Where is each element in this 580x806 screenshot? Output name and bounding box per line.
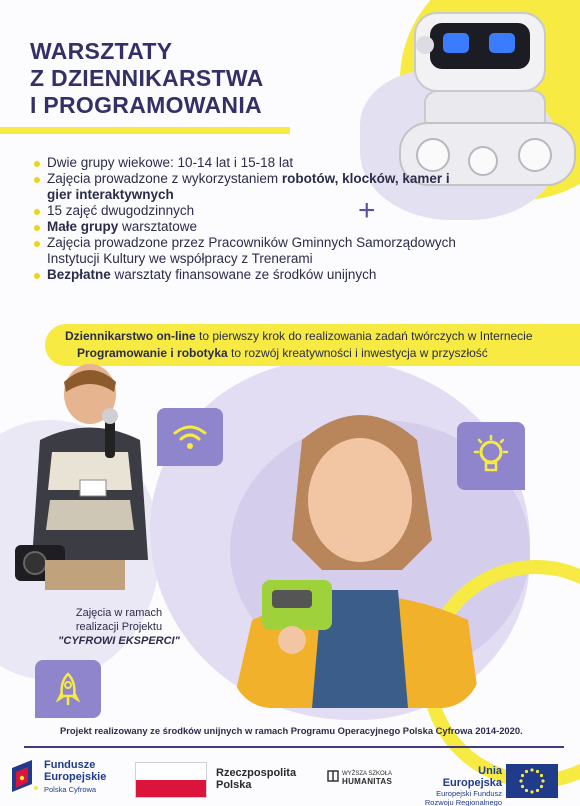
humanitas-logo-icon (327, 770, 339, 782)
banner-rest: to pierwszy krok do realizowania zadań twórczych w Internecie (195, 329, 533, 343)
banner-text (65, 328, 570, 362)
list-item-text: Zajęcia prowadzone przez Pracowników Gminnych Samorządowych Instytucji Kultury we współpracy z Trenerami (47, 235, 456, 266)
banner-bold: Dziennikarstwo on-line (65, 329, 196, 343)
list-item-bold: Małe grupy (47, 219, 119, 234)
feature-list (33, 155, 473, 283)
rzeczpospolita-polska-text (216, 767, 296, 791)
list-item (33, 235, 473, 267)
title-line: Z DZIENNIKARSTWA (30, 65, 264, 91)
list-item-text: Dwie grupy wiekowe: 10-14 lat i 15-18 lat (47, 155, 294, 170)
girl-with-robot-photo (232, 400, 480, 708)
logo-text: Polska (216, 779, 252, 791)
title-line: I PROGRAMOWANIA (30, 92, 262, 118)
humanitas-text (342, 771, 392, 785)
funding-footnote: Projekt realizowany ze środków unijnych w ramach Programu Operacyjnego Polska Cyfrowa 2014-2020. (60, 725, 523, 736)
list-item-text: 15 zajęć dwugodzinnych (47, 203, 195, 218)
list-item-bold: robotów, klocków, kamer i gier interaktywnych (47, 171, 450, 202)
list-item-bold: Bezpłatne (47, 267, 111, 282)
list-item-text: warsztaty finansowane ze środków unijnych (110, 267, 377, 282)
logo-subtext: WYŻSZA SZKOŁA (342, 771, 393, 777)
caption-project-name: "CYFROWI EKSPERCI" (58, 635, 180, 647)
list-item (33, 203, 473, 219)
banner-line (65, 328, 570, 345)
list-item-text: Zajęcia prowadzone z wykorzystaniem (47, 171, 282, 186)
title-line: WARSZTATY (30, 38, 173, 64)
logo-text: Fundusze (44, 759, 96, 771)
banner-rest: to rozwój kreatywności i inwestycja w przyszłość (227, 346, 488, 360)
title-underline (0, 127, 290, 134)
boy-with-microphone-photo (10, 360, 160, 590)
logo-subtext: Europejski Fundusz (436, 789, 502, 798)
fundusze-europejskie-logo-icon (10, 758, 40, 794)
caption-line: Zajęcia w ramach (75, 607, 163, 619)
eu-stars-icon (506, 764, 558, 798)
caption-line: realizacji Projektu (75, 621, 163, 633)
list-item (33, 267, 473, 283)
lightbulb-icon (457, 422, 525, 490)
logo-text: Unia Europejska (442, 765, 502, 789)
plus-icon: + (358, 194, 376, 227)
list-item-text: warsztatowe (118, 219, 198, 234)
unia-europejska-text (422, 765, 502, 806)
list-item (33, 171, 473, 203)
list-item (33, 155, 473, 171)
footer-divider (24, 746, 564, 748)
logo-text: HUMANITAS (342, 777, 393, 786)
wifi-icon (157, 408, 223, 466)
logo-subtext: Polska Cyfrowa (44, 785, 97, 794)
project-caption (44, 606, 194, 648)
logo-subtext: Rozwoju Regionalnego (424, 798, 502, 806)
rocket-icon (35, 660, 101, 718)
fundusze-europejskie-text (44, 759, 106, 796)
banner-bold: Programowanie i robotyka (77, 346, 228, 360)
page-title (30, 38, 320, 119)
logo-text: Europejskie (44, 771, 107, 783)
list-item (33, 219, 473, 235)
polish-flag-icon (135, 762, 207, 798)
logo-text: Rzeczpospolita (216, 767, 297, 779)
